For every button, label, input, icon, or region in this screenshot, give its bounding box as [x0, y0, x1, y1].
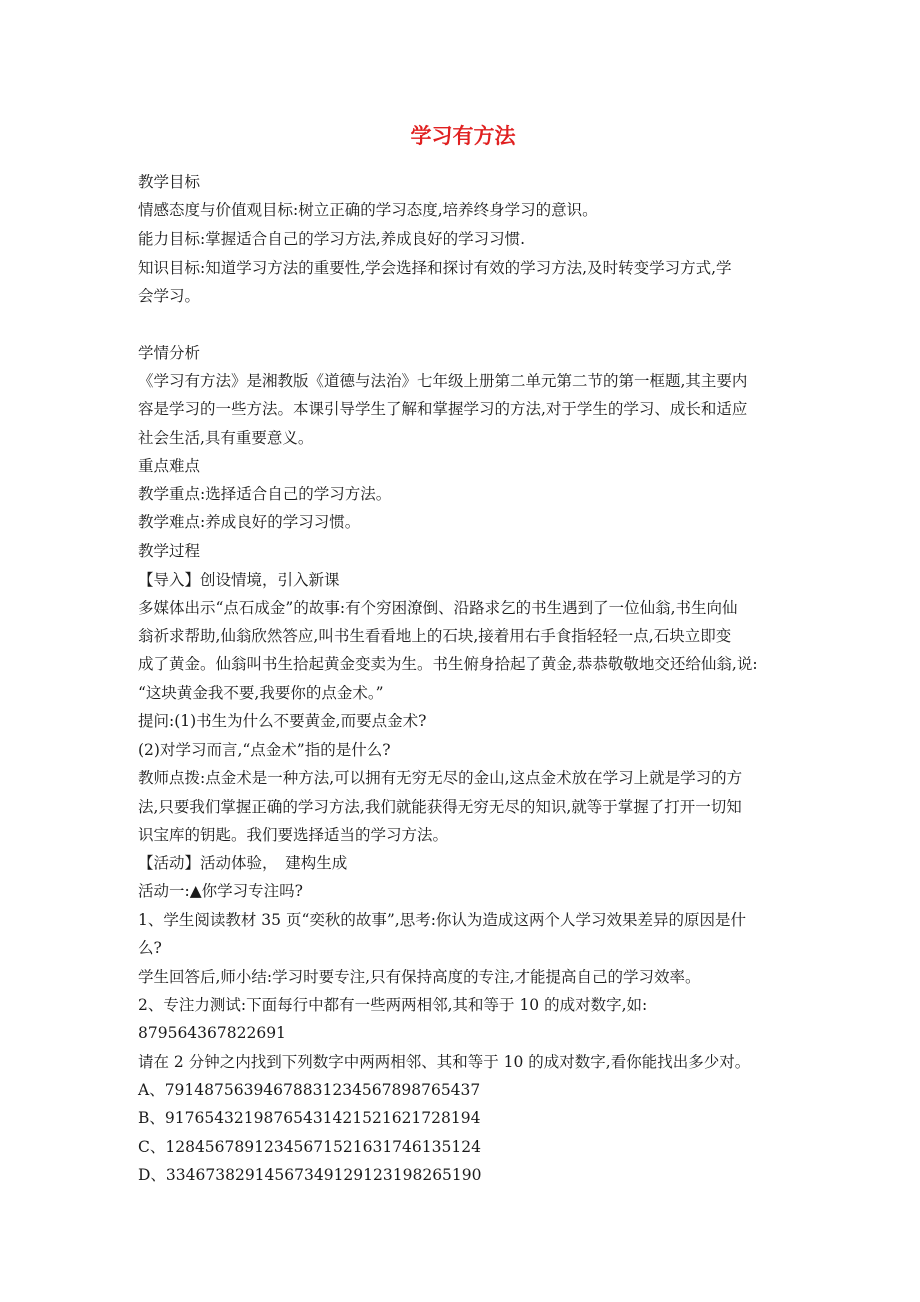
item1-line-2: 么?: [138, 939, 162, 957]
teacher-line-2: 法,只要我们掌握正确的学习方法,我们就能获得无穷无尽的知识,就等于掌握了打开一切知: [138, 798, 742, 816]
story-line-1: 多媒体出示“点石成金”的故事:有个穷困潦倒、沿路求乞的书生遇到了一位仙翁,书生向仙: [138, 599, 738, 617]
digits-row-a: A、79148756394678831234567898765437: [138, 1081, 481, 1099]
teacher-line-3: 识宝库的钥匙。我们要选择适当的学习方法。: [138, 826, 449, 844]
question-1: 提问:(1)书生为什么不要黄金,而要点金术?: [138, 712, 427, 730]
digits-row-d: D、33467382914567349129123198265190: [138, 1166, 482, 1184]
analysis-heading: 学情分析: [138, 344, 201, 362]
instruction: 请在 2 分钟之内找到下列数字中两两相邻、其和等于 10 的成对数字,看你能找出多少对。: [138, 1053, 751, 1071]
item2: 2、专注力测试:下面每行中都有一些两两相邻,其和等于 10 的成对数字,如:: [138, 996, 648, 1014]
activity-one: 活动一:▲你学习专注吗?: [138, 882, 303, 900]
teacher-line-1: 教师点拨:点金术是一种方法,可以拥有无穷无尽的金山,这点金术放在学习上就是学习的方: [138, 769, 743, 787]
item1-line-1: 1、学生阅读教材 35 页“奕秋的故事”,思考:你认为造成这两个人学习效果差异的原因是什: [138, 911, 746, 929]
story-line-3: 成了黄金。仙翁叫书生拾起黄金变卖为生。书生俯身拾起了黄金,恭恭敬敬地交还给仙翁,说:: [138, 655, 758, 673]
key-difficulty: 教学难点:养成良好的学习习惯。: [138, 513, 361, 531]
goals-heading: 教学目标: [138, 173, 201, 191]
analysis-line-2: 容是学习的一些方法。本课引导学生了解和掌握学习的方法,对于学生的学习、成长和适应: [138, 400, 748, 418]
digits-row-c: C、12845678912345671521631746135124: [138, 1138, 481, 1156]
goal-ability: 能力目标:掌握适合自己的学习方法,养成良好的学习习惯.: [138, 230, 526, 248]
key-focus: 教学重点:选择适合自己的学习方法。: [138, 485, 392, 503]
example-digits: 879564367822691: [138, 1024, 286, 1042]
goal-knowledge-line-2: 会学习。: [138, 287, 201, 305]
intro-tag: 【导入】创设情境，引入新课: [138, 571, 340, 589]
goal-knowledge-line-1: 知识目标:知道学习方法的重要性,学会选择和探讨有效的学习方法,及时转变学习方式,学: [138, 259, 732, 277]
question-2: (2)对学习而言,“点金术”指的是什么?: [138, 741, 391, 759]
analysis-line-1: 《学习有方法》是湘教版《道德与法治》七年级上册第二单元第二节的第一框题,其主要内: [138, 372, 748, 390]
teacher-summary: 学生回答后,师小结:学习时要专注,只有保持高度的专注,才能提高自己的学习效率。: [138, 968, 701, 986]
story-line-2: 翁祈求帮助,仙翁欣然答应,叫书生看看地上的石块,接着用右手食指轻轻一点,石块立即变: [138, 627, 732, 645]
page-title: 学习有方法: [410, 124, 516, 148]
analysis-line-3: 社会生活,具有重要意义。: [138, 429, 314, 447]
activity-tag: 【活动】活动体验， 建构生成: [138, 854, 348, 872]
key-heading: 重点难点: [138, 457, 201, 475]
digits-row-b: B、91765432198765431421521621728194: [138, 1109, 481, 1127]
process-heading: 教学过程: [138, 542, 201, 560]
story-line-4: “这块黄金我不要,我要你的点金术。”: [138, 684, 384, 702]
goal-emotion: 情感态度与价值观目标:树立正确的学习态度,培养终身学习的意识。: [138, 201, 598, 219]
